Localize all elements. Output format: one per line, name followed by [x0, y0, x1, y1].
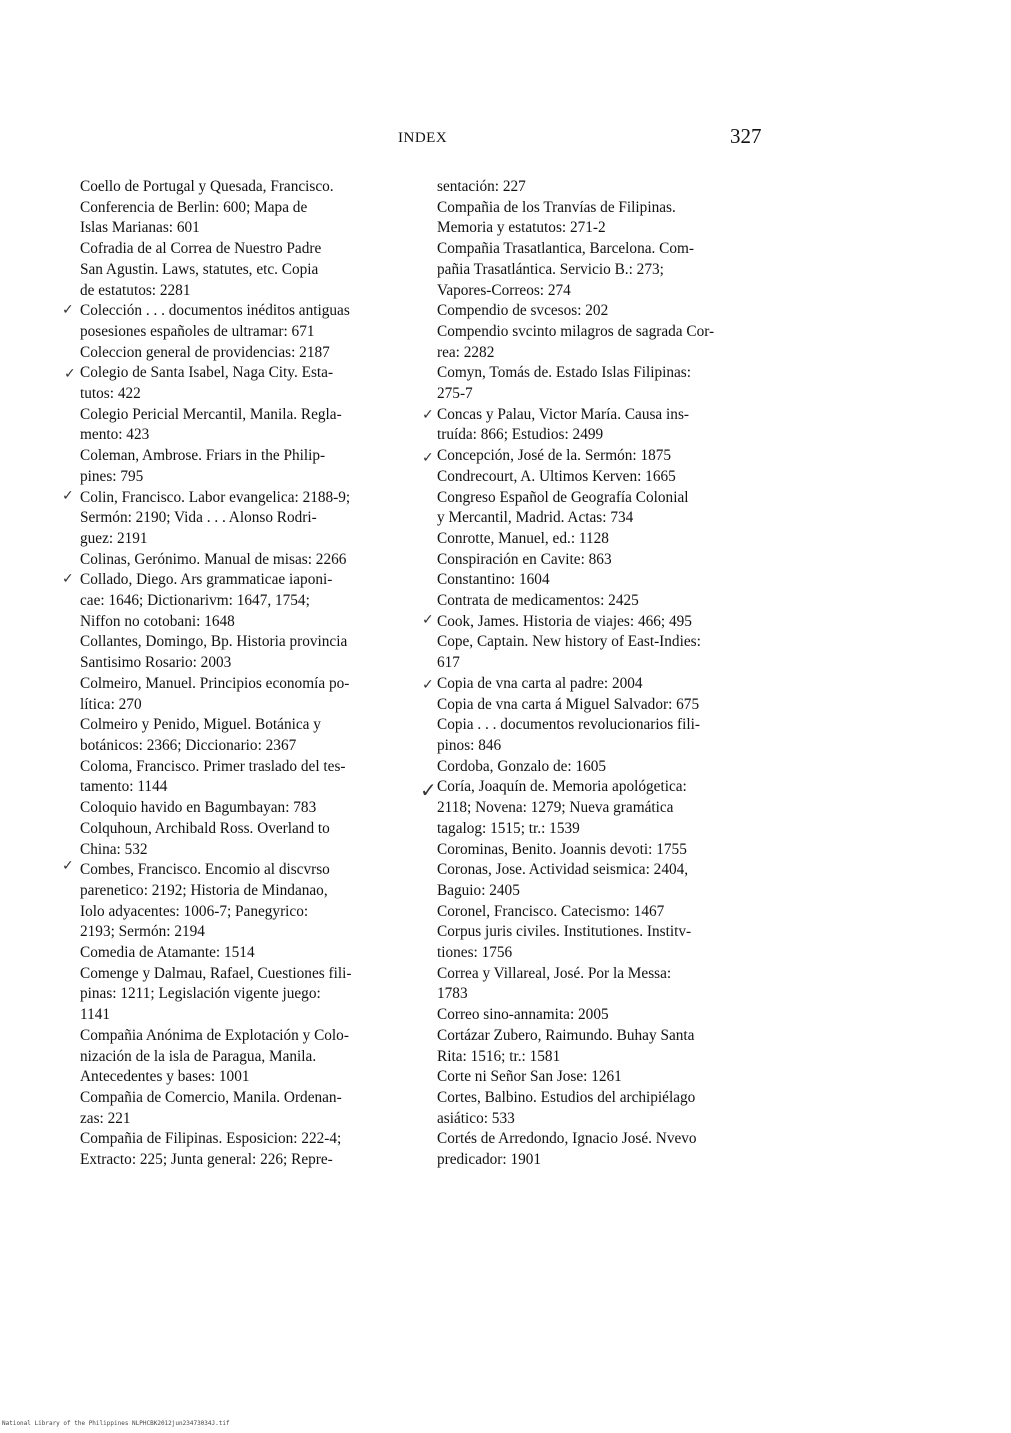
index-entry — [437, 322, 773, 363]
index-entry — [437, 902, 773, 923]
index-entry — [437, 405, 773, 446]
index-entry — [80, 405, 420, 446]
index-entry-line: Islas Marianas: 601 — [80, 219, 200, 237]
index-entry-line: Compendio svcinto milagros de sagrada Cor- — [437, 322, 715, 340]
index-entry-line: Compañia de Comercio, Manila. Ordenan- — [80, 1088, 342, 1106]
index-entry-line: Colección . . . documentos inéditos antiguas — [80, 302, 350, 320]
index-entry-line: Corpus juris civiles. Institutiones. Institv- — [437, 923, 692, 941]
index-entry-line: 2193; Sermón: 2194 — [80, 923, 205, 941]
index-entry-line: Colmeiro, Manuel. Principios economía po- — [80, 674, 350, 692]
index-entry-line: Coello de Portugal y Quesada, Francisco. — [80, 178, 334, 195]
index-entry-line: pañia Trasatlántica. Servicio B.: 273; — [437, 260, 664, 278]
index-entry-line: Cope, Captain. New history of East-Indies: — [437, 633, 701, 651]
page-header-title: INDEX — [398, 130, 448, 146]
index-entry — [437, 1026, 773, 1067]
index-entry — [437, 964, 773, 1005]
handwritten-check-icon: ✓ — [62, 571, 74, 587]
index-entry-line: truída: 866; Estudios: 2499 — [437, 426, 604, 444]
index-entry-line: Coronas, Jose. Actividad seismica: 2404, — [437, 861, 689, 879]
index-entry-line: 1783 — [437, 985, 468, 1003]
index-entry-line: Cortés de Arredondo, Ignacio José. Nvevo — [437, 1130, 697, 1148]
index-entry — [437, 757, 773, 778]
index-entry — [437, 715, 773, 756]
index-entry — [437, 674, 773, 695]
index-entry-line: Condrecourt, A. Ultimos Kerven: 1665 — [437, 467, 676, 485]
index-entry — [437, 239, 773, 301]
index-entry — [80, 860, 420, 943]
index-entry — [437, 570, 773, 591]
index-entry — [80, 446, 420, 487]
index-entry-line: Cortes, Balbino. Estudios del archipiélago — [437, 1088, 696, 1106]
index-entry-line: Niffon no cotobani: 1648 — [80, 612, 235, 630]
index-entry-line: rea: 2282 — [437, 343, 495, 361]
index-entry-line: Conrotte, Manuel, ed.: 1128 — [437, 529, 609, 547]
index-entry — [80, 177, 420, 239]
index-entry-line: guez: 2191 — [80, 529, 148, 547]
index-entry-line: Compendio de svcesos: 202 — [437, 302, 609, 320]
index-entry — [437, 467, 773, 488]
index-entry-line: Copia de vna carta al padre: 2004 — [437, 674, 643, 692]
index-entry-line: nización de la isla de Paragua, Manila. — [80, 1047, 317, 1065]
index-entry — [437, 550, 773, 571]
index-entry — [437, 301, 773, 322]
index-entry-line: cae: 1646; Dictionarivm: 1647, 1754; — [80, 592, 310, 610]
index-entry — [437, 860, 773, 901]
index-entry-line: Colquhoun, Archibald Ross. Overland to — [80, 819, 330, 837]
index-entry-line: Coronel, Francisco. Catecismo: 1467 — [437, 902, 665, 920]
handwritten-check-icon: ✓ — [422, 450, 434, 466]
index-entry-line: Congreso Español de Geografía Colonial — [437, 488, 689, 506]
index-entry-line: Coleman, Ambrose. Friars in the Philip- — [80, 447, 326, 465]
index-entry-line: asiático: 533 — [437, 1109, 515, 1127]
index-entry-line: Compañia Anónima de Explotación y Colo- — [80, 1026, 349, 1044]
handwritten-check-icon: ✓ — [62, 858, 74, 874]
index-column-left — [80, 177, 420, 1171]
index-entry-line: Comyn, Tomás de. Estado Islas Filipinas: — [437, 364, 692, 382]
index-entry-line: Corominas, Benito. Joannis devoti: 1755 — [437, 840, 687, 858]
index-entry-line: 1141 — [80, 1006, 111, 1024]
index-entry — [437, 922, 773, 963]
index-entry — [437, 1005, 773, 1026]
index-entry-line: San Agustin. Laws, statutes, etc. Copia — [80, 260, 319, 278]
handwritten-check-icon: ✓ — [64, 366, 76, 382]
index-entry-line: Iolo adyacentes: 1006-7; Panegyrico: — [80, 902, 309, 920]
index-entry — [80, 1129, 420, 1170]
index-entry-line: Conspiración en Cavite: 863 — [437, 550, 612, 568]
index-entry-line: mento: 423 — [80, 426, 150, 444]
index-entry — [437, 777, 773, 839]
index-entry-line: Concepción, José de la. Sermón: 1875 — [437, 447, 672, 465]
index-entry — [80, 798, 420, 819]
index-entry — [437, 177, 773, 198]
index-entry — [80, 819, 420, 860]
index-entry — [437, 1067, 773, 1088]
index-entry-line: zas: 221 — [80, 1109, 131, 1127]
page-number: 327 — [730, 124, 762, 148]
index-entry-line: Collado, Diego. Ars grammaticae iaponi- — [80, 571, 333, 589]
index-entry-line: Conferencia de Berlin: 600; Mapa de — [80, 198, 308, 216]
index-entry-line: Contrata de medicamentos: 2425 — [437, 592, 639, 610]
index-entry-line: pinos: 846 — [437, 736, 502, 754]
index-entry — [437, 632, 773, 673]
index-entry — [80, 550, 420, 571]
index-entry-line: posesiones españoles de ultramar: 671 — [80, 322, 315, 340]
index-entry-line: Colin, Francisco. Labor evangelica: 2188-9; — [80, 488, 351, 506]
index-entry — [80, 943, 420, 964]
index-entry — [80, 1026, 420, 1088]
index-entry-line: Coleccion general de providencias: 2187 — [80, 343, 330, 361]
index-entry-line: Colinas, Gerónimo. Manual de misas: 2266 — [80, 550, 347, 568]
index-entry — [80, 1088, 420, 1129]
index-entry — [80, 632, 420, 673]
index-entry — [437, 363, 773, 404]
index-entry-line: Memoria y estatutos: 271-2 — [437, 219, 606, 237]
index-entry — [80, 674, 420, 715]
index-entry-line: Colegio de Santa Isabel, Naga City. Esta- — [80, 364, 334, 382]
index-entry-line: Cortázar Zubero, Raimundo. Buhay Santa — [437, 1026, 695, 1044]
index-entry — [80, 757, 420, 798]
index-entry-line: Vapores-Correos: 274 — [437, 281, 571, 299]
index-entry — [437, 1088, 773, 1129]
index-entry-line: Combes, Francisco. Encomio al discvrso — [80, 861, 330, 879]
index-entry-line: tamento: 1144 — [80, 778, 168, 796]
index-entry — [437, 695, 773, 716]
index-entry — [80, 301, 420, 342]
index-entry-line: Cofradia de al Correa de Nuestro Padre — [80, 240, 322, 258]
index-entry-line: pines: 795 — [80, 467, 144, 485]
index-entry-line: tagalog: 1515; tr.: 1539 — [437, 819, 580, 837]
index-entry-line: Correa y Villareal, José. Por la Messa: — [437, 964, 672, 982]
index-column-right — [437, 177, 773, 1171]
index-entry-line: parenetico: 2192; Historia de Mindanao, — [80, 881, 328, 899]
index-entry-line: Santisimo Rosario: 2003 — [80, 654, 232, 672]
index-entry — [437, 612, 773, 633]
handwritten-check-icon: ✓ — [62, 488, 74, 504]
index-entry-line: y Mercantil, Madrid. Actas: 734 — [437, 509, 634, 527]
index-entry-line: Cordoba, Gonzalo de: 1605 — [437, 757, 607, 775]
index-entry-line: Baguio: 2405 — [437, 881, 520, 899]
index-entry-line: Corte ni Señor San Jose: 1261 — [437, 1068, 622, 1086]
index-entry-line: 617 — [437, 654, 460, 672]
index-entry — [437, 840, 773, 861]
index-entry — [437, 488, 773, 529]
index-entry-line: Correo sino-annamita: 2005 — [437, 1006, 609, 1024]
index-entry-line: pinas: 1211; Legislación vigente juego: — [80, 985, 321, 1003]
index-entry-line: Comedia de Atamante: 1514 — [80, 944, 255, 962]
index-entry-line: Compañia Trasatlantica, Barcelona. Com- — [437, 240, 695, 258]
index-entry-line: sentación: 227 — [437, 178, 526, 195]
index-entry-line: Antecedentes y bases: 1001 — [80, 1068, 250, 1086]
index-entry-line: Collantes, Domingo, Bp. Historia provincia — [80, 633, 348, 651]
index-entry-line: tiones: 1756 — [437, 944, 513, 962]
index-entry-line: Concas y Palau, Victor María. Causa ins- — [437, 405, 689, 423]
handwritten-check-icon: ✓ — [420, 778, 437, 802]
index-entry-line: Extracto: 225; Junta general: 226; Repre- — [80, 1151, 333, 1169]
index-entry-line: China: 532 — [80, 840, 148, 858]
index-entry-line: Compañia de los Tranvías de Filipinas. — [437, 198, 676, 216]
index-entry — [80, 715, 420, 756]
index-entry-line: 275-7 — [437, 385, 473, 403]
index-entry-line: Coloma, Francisco. Primer traslado del tes- — [80, 757, 346, 775]
index-entry-line: Colmeiro y Penido, Miguel. Botánica y — [80, 716, 321, 734]
index-entry-line: Copia de vna carta á Miguel Salvador: 675 — [437, 695, 700, 713]
index-entry-line: Coloquio havido en Bagumbayan: 783 — [80, 799, 317, 817]
index-entry — [80, 363, 420, 404]
handwritten-check-icon: ✓ — [422, 612, 434, 628]
handwritten-check-icon: ✓ — [422, 677, 434, 693]
index-entry — [80, 964, 420, 1026]
index-entry-line: predicador: 1901 — [437, 1151, 542, 1169]
index-entry-line: 2118; Novena: 1279; Nueva gramática — [437, 799, 674, 817]
index-entry-line: Rita: 1516; tr.: 1581 — [437, 1047, 561, 1065]
index-entry-line: Compañia de Filipinas. Esposicion: 222-4; — [80, 1130, 342, 1148]
index-entry-line: lítica: 270 — [80, 695, 142, 713]
index-entry-line: Constantino: 1604 — [437, 571, 550, 589]
index-entry — [437, 591, 773, 612]
index-entry — [80, 343, 420, 364]
index-entry-line: Comenge y Dalmau, Rafael, Cuestiones fili- — [80, 964, 352, 982]
index-entry-line: Coría, Joaquín de. Memoria apológetica: — [437, 778, 687, 796]
index-entry-line: Sermón: 2190; Vida . . . Alonso Rodri- — [80, 509, 317, 527]
handwritten-check-icon: ✓ — [422, 407, 434, 423]
index-entry-line: de estatutos: 2281 — [80, 281, 191, 299]
index-entry — [80, 488, 420, 550]
index-entry-line: Copia . . . documentos revolucionarios fili- — [437, 716, 700, 734]
index-entry-line: botánicos: 2366; Diccionario: 2367 — [80, 736, 297, 754]
index-entry — [437, 198, 773, 239]
index-entry — [437, 446, 773, 467]
index-entry — [80, 570, 420, 632]
scan-footer: National Library of the Philippines NLPHCBK2012jun23473034J.tif — [2, 1420, 230, 1427]
index-entry-line: Colegio Pericial Mercantil, Manila. Regla- — [80, 405, 342, 423]
handwritten-check-icon: ✓ — [62, 302, 74, 318]
index-entry — [80, 239, 420, 301]
index-entry-line: tutos: 422 — [80, 385, 141, 403]
index-entry — [437, 1129, 773, 1170]
index-entry-line: Cook, James. Historia de viajes: 466; 495 — [437, 612, 692, 630]
index-entry — [437, 529, 773, 550]
